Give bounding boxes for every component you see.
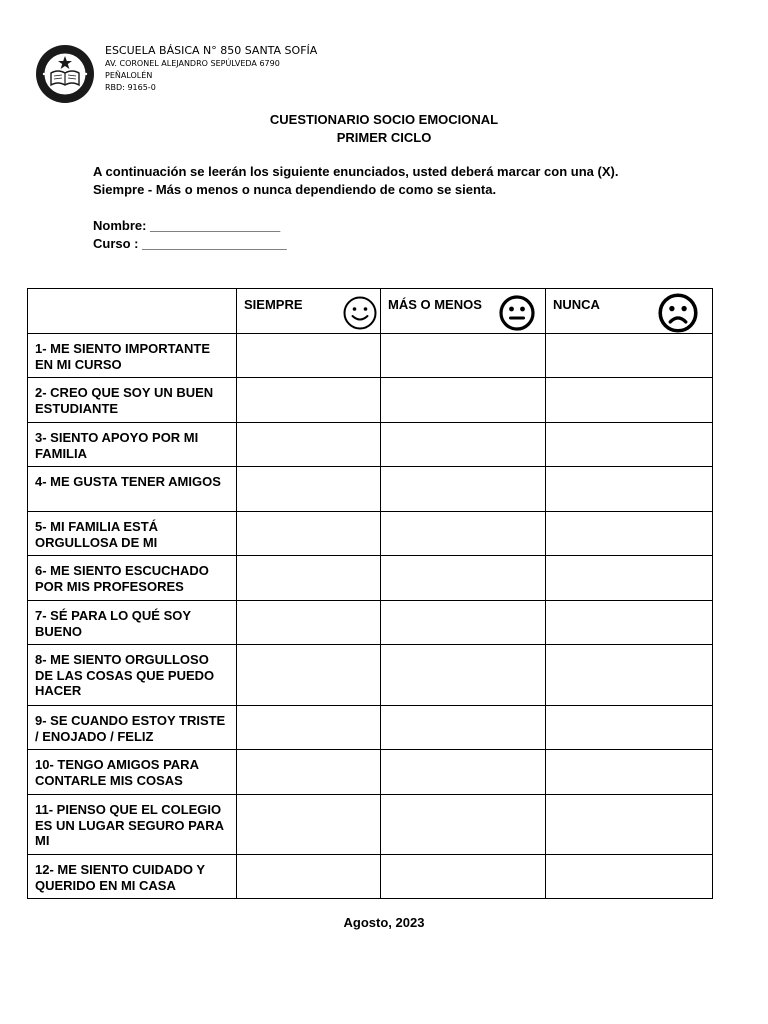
school-logo (35, 44, 95, 104)
neutral-face-icon (499, 295, 535, 331)
question-text: 5- MI FAMILIA ESTÁ ORGULLOSA DE MI (35, 519, 159, 550)
answer-cell-mas-o-menos[interactable] (381, 750, 546, 795)
answer-cell-mas-o-menos[interactable] (381, 423, 546, 467)
answer-cell-nunca[interactable] (546, 706, 713, 750)
document-date: Agosto, 2023 (343, 915, 425, 930)
column-label-mas-o-menos: MÁS O MENOS (388, 297, 482, 312)
answer-cell-nunca[interactable] (546, 512, 713, 556)
question-cell (28, 645, 237, 706)
instructions (93, 163, 713, 199)
answer-cell-mas-o-menos[interactable] (381, 378, 546, 423)
answer-cell-siempre[interactable] (237, 512, 381, 556)
answer-cell-siempre[interactable] (237, 645, 381, 706)
column-nunca (546, 289, 713, 334)
answer-cell-nunca[interactable] (546, 423, 713, 467)
question-cell (28, 334, 237, 378)
column-label-nunca: NUNCA (553, 297, 600, 312)
question-cell (28, 601, 237, 645)
answer-cell-siempre[interactable] (237, 601, 381, 645)
answer-cell-nunca[interactable] (546, 467, 713, 512)
table-header-row (28, 289, 713, 334)
school-commune: PEÑALOLÉN (105, 71, 153, 80)
answer-cell-siempre[interactable] (237, 706, 381, 750)
answer-cell-siempre[interactable] (237, 795, 381, 855)
answer-cell-mas-o-menos[interactable] (381, 855, 546, 899)
title-line-2: PRIMER CICLO (336, 130, 432, 145)
answer-cell-siempre[interactable] (237, 467, 381, 512)
answer-cell-siempre[interactable] (237, 556, 381, 601)
answer-cell-mas-o-menos[interactable] (381, 334, 546, 378)
question-cell (28, 423, 237, 467)
answer-cell-siempre[interactable] (237, 750, 381, 795)
question-cell (28, 512, 237, 556)
answer-cell-mas-o-menos[interactable] (381, 512, 546, 556)
question-text: 8- ME SIENTO ORGULLOSO DE LAS COSAS QUE PUEDO HACER (35, 652, 215, 698)
question-text: 6- ME SIENTO ESCUCHADO POR MIS PROFESORES (35, 563, 209, 594)
question-text: 12- ME SIENTO CUIDADO Y QUERIDO EN MI CASA (35, 862, 205, 893)
answer-cell-nunca[interactable] (546, 601, 713, 645)
nombre-field[interactable]: Nombre: __________________ (93, 218, 281, 233)
answer-cell-nunca[interactable] (546, 750, 713, 795)
title-line-1: CUESTIONARIO SOCIO EMOCIONAL (269, 112, 499, 127)
question-text: 11- PIENSO QUE EL COLEGIO ES UN LUGAR SEGURO PARA MI (35, 802, 224, 848)
answer-cell-siempre[interactable] (237, 855, 381, 899)
answer-cell-mas-o-menos[interactable] (381, 467, 546, 512)
column-label-siempre: SIEMPRE (244, 297, 303, 312)
school-header (105, 44, 317, 94)
table-row (28, 378, 713, 423)
question-cell (28, 378, 237, 423)
table-row (28, 750, 713, 795)
question-cell (28, 556, 237, 601)
answer-cell-nunca[interactable] (546, 334, 713, 378)
answer-cell-mas-o-menos[interactable] (381, 556, 546, 601)
question-text: 10- TENGO AMIGOS PARA CONTARLE MIS COSAS (35, 757, 199, 788)
question-text: 4- ME GUSTA TENER AMIGOS (35, 474, 221, 489)
answer-cell-siempre[interactable] (237, 423, 381, 467)
question-cell (28, 467, 237, 512)
question-text: 3- SIENTO APOYO POR MI FAMILIA (35, 430, 199, 461)
happy-face-icon (342, 295, 378, 331)
curso-field[interactable]: Curso : ____________________ (93, 236, 287, 251)
table-row (28, 645, 713, 706)
answer-cell-mas-o-menos[interactable] (381, 706, 546, 750)
answer-cell-nunca[interactable] (546, 795, 713, 855)
table-row (28, 334, 713, 378)
table-row (28, 556, 713, 601)
answer-cell-mas-o-menos[interactable] (381, 645, 546, 706)
question-cell (28, 706, 237, 750)
answer-cell-nunca[interactable] (546, 378, 713, 423)
school-name: ESCUELA BÁSICA N° 850 SANTA SOFÍA (105, 44, 318, 57)
column-mas-o-menos (381, 289, 546, 334)
school-address: AV. CORONEL ALEJANDRO SEPÚLVEDA 6790 (105, 59, 280, 68)
student-fields (93, 217, 287, 253)
question-text: 1- ME SIENTO IMPORTANTE EN MI CURSO (35, 341, 211, 372)
table-row (28, 795, 713, 855)
sad-face-icon (658, 293, 698, 333)
answer-cell-nunca[interactable] (546, 645, 713, 706)
answer-cell-siempre[interactable] (237, 378, 381, 423)
survey-table (27, 288, 713, 899)
answer-cell-mas-o-menos[interactable] (381, 601, 546, 645)
table-row (28, 423, 713, 467)
document-title (0, 111, 768, 147)
question-cell (28, 855, 237, 899)
table-row (28, 467, 713, 512)
question-text: 7- SÉ PARA LO QUÉ SOY BUENO (35, 608, 191, 639)
answer-cell-mas-o-menos[interactable] (381, 795, 546, 855)
question-text: 2- CREO QUE SOY UN BUEN ESTUDIANTE (35, 385, 214, 416)
header-empty-cell (28, 289, 237, 334)
table-row (28, 601, 713, 645)
table-row (28, 855, 713, 899)
answer-cell-siempre[interactable] (237, 334, 381, 378)
table-row (28, 706, 713, 750)
question-cell (28, 795, 237, 855)
answer-cell-nunca[interactable] (546, 556, 713, 601)
answer-cell-nunca[interactable] (546, 855, 713, 899)
question-text: 9- SE CUANDO ESTOY TRISTE / ENOJADO / FELIZ (35, 713, 226, 744)
question-cell (28, 750, 237, 795)
instructions-line-1: A continuación se leerán los siguiente enunciados, usted deberá marcar con una (X). (93, 164, 619, 179)
school-rbd: RBD: 9165-0 (105, 83, 156, 92)
table-row (28, 512, 713, 556)
instructions-line-2: Siempre - Más o menos o nunca dependiendo de como se sienta. (93, 182, 497, 197)
column-siempre (237, 289, 381, 334)
